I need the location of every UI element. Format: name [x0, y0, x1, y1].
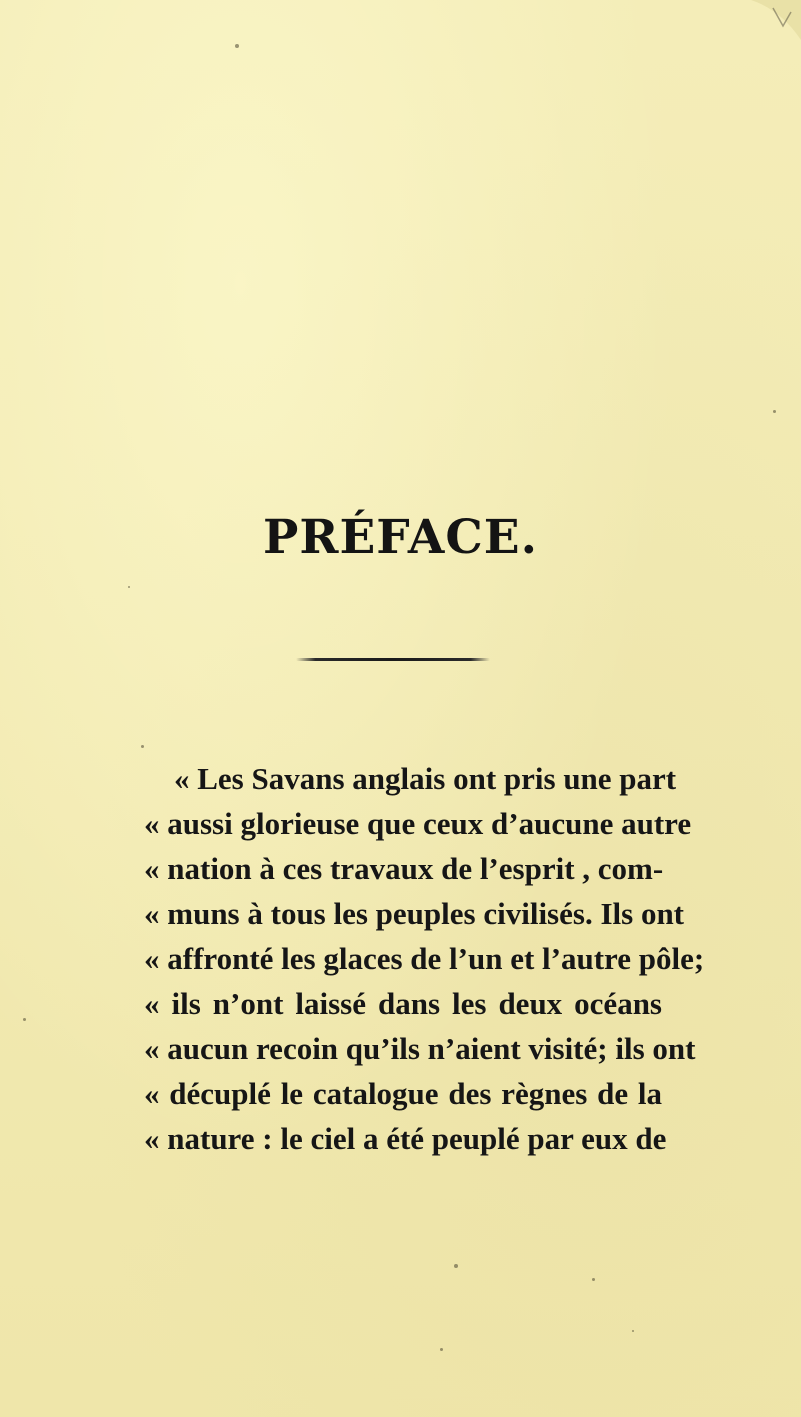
preface-text: [144, 756, 705, 1161]
text-line: « nation à ces travaux de l’esprit , com-: [144, 851, 664, 886]
page-corner-fold: [711, 0, 801, 60]
text-line: « aucun recoin qu’ils n’aient visité; ils ont: [144, 1031, 696, 1066]
text-line: « nature : le ciel a été peuplé par eux de: [144, 1121, 667, 1156]
text-line: « affronté les glaces de l’un et l’autre pôle;: [144, 941, 705, 976]
text-line: « aussi glorieuse que ceux d’aucune autre: [144, 806, 692, 841]
page-title: PRÉFACE.: [263, 510, 538, 565]
paper-speck: [235, 44, 239, 48]
text-line: « ils n’ont laissé dans les deux océans: [144, 986, 662, 1021]
text-line: « Les Savans anglais ont pris une part: [174, 761, 677, 796]
text-line: « décuplé le catalogue des règnes de la: [144, 1076, 662, 1111]
paper-speck: [141, 745, 144, 748]
paper-speck: [592, 1278, 595, 1281]
paper-speck: [128, 586, 130, 588]
text-line: « muns à tous les peuples civilisés. Ils ont: [144, 896, 685, 931]
paper-speck: [454, 1264, 458, 1268]
title-divider: [296, 658, 490, 661]
paper-speck: [440, 1348, 443, 1351]
paper-speck: [632, 1330, 634, 1332]
paper-speck: [23, 1018, 26, 1021]
paper-speck: [773, 410, 776, 413]
